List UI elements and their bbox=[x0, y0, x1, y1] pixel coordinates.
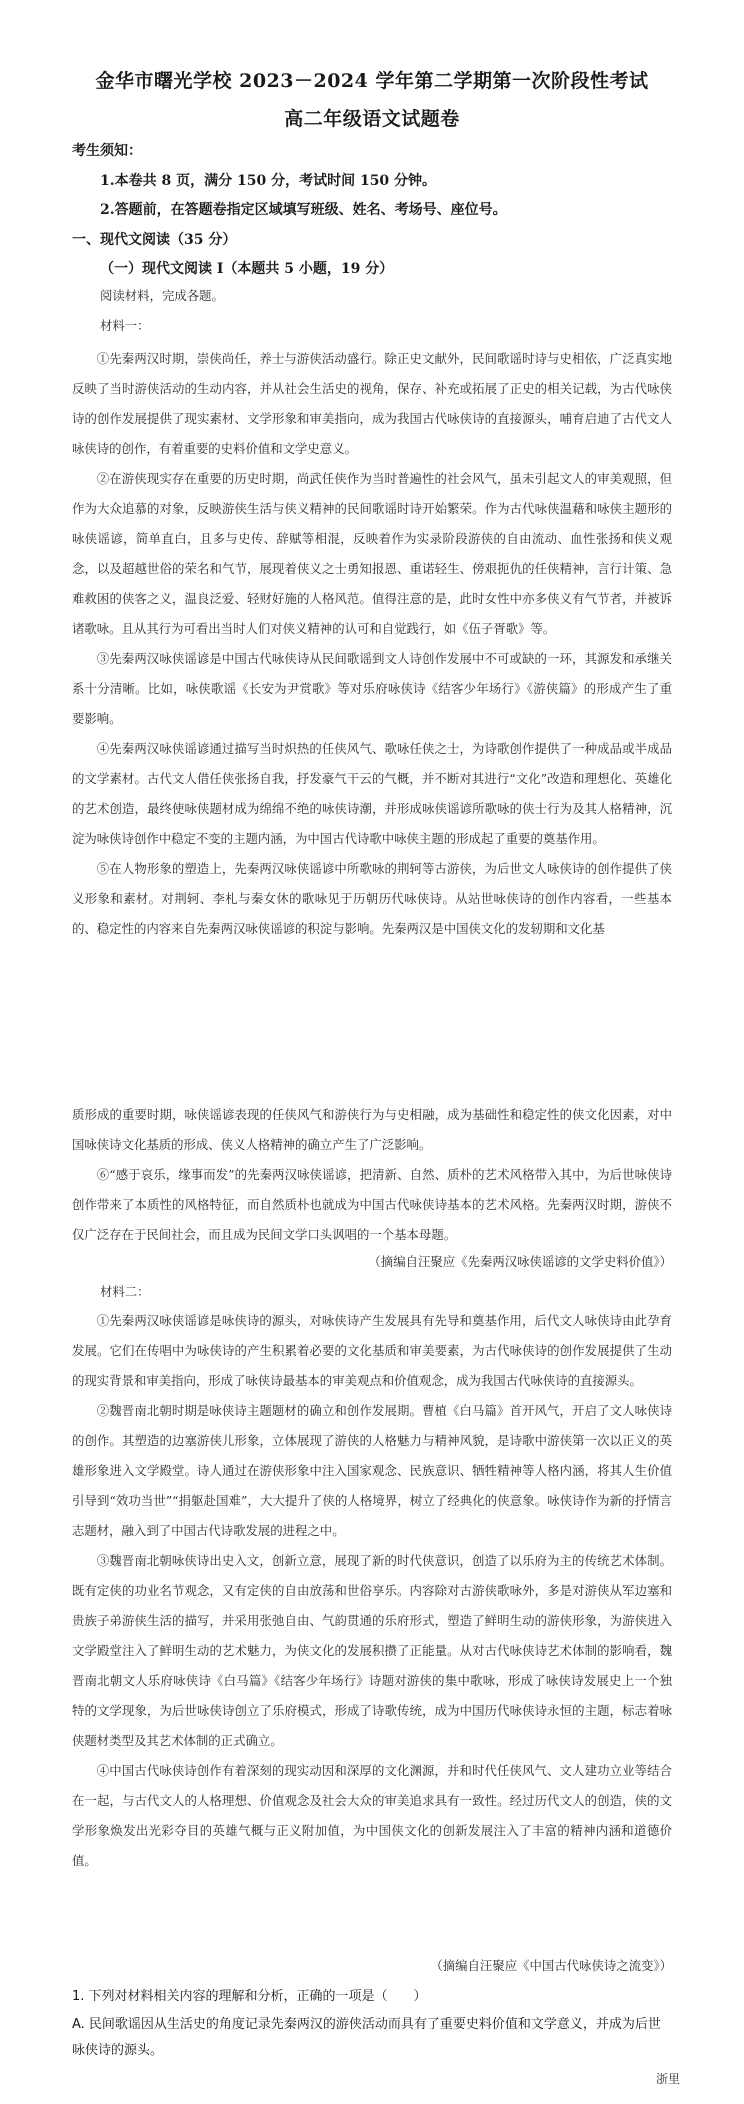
material1-top bbox=[72, 344, 672, 944]
question-stem: 1. 下列对材料相关内容的理解和分析，正确的一项是（ ） bbox=[72, 1989, 427, 2004]
paragraph: ①先秦两汉咏侠谣谚是咏侠诗的源头，对咏侠诗产生发展具有先导和奠基作用，后代文人咏侠诗由此孕育发展。它们在传唱中为咏侠诗的产生积累着必要的文化基质和审美要素，为古代咏侠诗的创作发展提供了生动的现实背景和审美指向，形成了咏侠诗最基本的审美观点和价值观念，成为我国古代咏侠诗的直接源头。 bbox=[72, 1313, 672, 1388]
paragraph: ④中国古代咏侠诗创作有着深刻的现实动因和深厚的文化渊源，并和时代任侠风气、文人建功立业等结合在一起，与古代文人的人格理想、价值观念及社会大众的审美追求具有一致性。经过历代文人的创造，侠的文学形象焕发出光彩夺目的英雄气概与正义附加值，为中国侠文化的创新发展注入了丰富的精神内涵和道德价值。 bbox=[72, 1763, 672, 1868]
material2-body bbox=[72, 1306, 672, 1876]
paragraph: 质形成的重要时期，咏侠谣谚表现的任侠风气和游侠行为与史相融，成为基础性和稳定性的侠文化因素，对中国咏侠诗文化基质的形成、侠义人格精神的确立产生了广泛影响。 bbox=[72, 1107, 672, 1152]
section-heading: 一、现代文阅读（35 分） bbox=[72, 232, 237, 248]
notes-heading: 考生须知： bbox=[72, 143, 142, 159]
exam-title: 金华市曙光学校 2023－2024 学年第二学期第一次阶段性考试 bbox=[95, 70, 649, 92]
page-footer: 浙里 bbox=[655, 2072, 680, 2086]
material1-bottom bbox=[72, 1100, 672, 1250]
exam-subtitle: 高二年级语文试题卷 bbox=[284, 108, 460, 130]
paragraph: ③先秦两汉咏侠谣谚是中国古代咏侠诗从民间歌谣到文人诗创作发展中不可或缺的一环，其源发和承继关系十分清晰。比如，咏侠歌谣《长安为尹赏歌》等对乐府咏侠诗《结客少年场行》《游侠篇》的形成产生了重要影响。 bbox=[72, 651, 672, 726]
note-item: 2.答题前，在答题卷指定区域填写班级、姓名、考场号、座位号。 bbox=[100, 202, 507, 218]
paragraph: ④先秦两汉咏侠谣谚通过描写当时炽热的任侠风气、歌咏任侠之士，为诗歌创作提供了一种成品或半成品的文学素材。古代文人借任侠张扬自我，抒发豪气干云的气概，并不断对其进行“文化”改造和理想化、英雄化的艺术创造，最终使咏侠题材成为绵绵不绝的咏侠诗潮，并形成咏侠谣谚所歌咏的侠士行为及其人格精神，沉淀为咏侠诗创作中稳定不变的主题内涵，为中国古代诗歌中咏侠主题的形成起了重要的奠基作用。 bbox=[72, 741, 672, 846]
subsection-heading: （一）现代文阅读 I（本题共 5 小题，19 分） bbox=[100, 261, 394, 277]
note-item: 1.本卷共 8 页，满分 150 分，考试时间 150 分钟。 bbox=[100, 173, 437, 189]
paragraph: ②在游侠现实存在重要的历史时期，尚武任侠作为当时普遍性的社会风气，虽未引起文人的审美观照，但作为大众追慕的对象，反映游侠生活与侠义精神的民间歌谣时诗开始繁荣。作为古代咏侠温藉和咏侠主题形的咏侠谣谚，简单直白，且多与史传、辞赋等相混，反映着作为实录阶段游侠的自由流动、血性张扬和侠义观念，以及超越世俗的荣名和气节，展现着侠义之士勇知报恩、重诺轻生、傍艰扼仇的任侠精神，言行计策、急难救困的侠客之义，温良泛爱、轻财好施的人格风范。值得注意的是，此时女性中亦多侠义有气节者，并被诉诸歌咏。且从其行为可看出当时人们对侠义精神的认可和自觉践行，如《伍子胥歌》等。 bbox=[72, 471, 672, 636]
material1-label: 材料一： bbox=[100, 318, 150, 333]
question-option-a: A. 民间歌谣因从生活史的角度记录先秦两汉的游侠活动而具有了重要史料价值和文学意义，并成为后世咏侠诗的源头。 bbox=[72, 2017, 661, 2058]
paragraph: ①先秦两汉时期，崇侠尚任，养士与游侠活动盛行。除正史文献外，民间歌谣时诗与史相依，广泛真实地反映了当时游侠活动的生动内容，并从社会生活史的视角，保存、补充或拓展了正史的相关记载，为古代咏侠诗的创作发展提供了现实素材、文学形象和审美指向，成为我国古代咏侠诗的直接源头，哺育启迪了古代文人咏侠诗的创作，有着重要的史料价值和文学史意义。 bbox=[72, 351, 672, 456]
paragraph: ⑥“感于哀乐，缘事而发”的先秦两汉咏侠谣谚，把清新、自然、质朴的艺术风格带入其中，为后世咏侠诗创作带来了本质性的风格特征，而自然质朴也就成为中国古代咏侠诗基本的艺术风格。先秦两汉时期，游侠不仅广泛存在于民间社会，而且成为民间文学口头讽唱的一个基本母题。 bbox=[72, 1167, 672, 1242]
material2-source: （摘编自汪聚应《中国古代咏侠诗之流变》） bbox=[430, 1958, 672, 1973]
instruction: 阅读材料，完成各题。 bbox=[100, 288, 224, 303]
material1-source: （摘编自汪聚应《先秦两汉咏侠谣谚的文学史料价值》） bbox=[368, 1254, 672, 1269]
paragraph: ②魏晋南北朝时期是咏侠诗主题题材的确立和创作发展期。曹植《白马篇》首开风气，开启了文人咏侠诗的创作。其塑造的边塞游侠儿形象，立体展现了游侠的人格魅力与精神风貌，是诗歌中游侠第一次以正义的英雄形象进入文学殿堂。诗人通过在游侠形象中注入国家观念、民族意识、牺牲精神等人格内涵，将其人生价值引导到“效功当世”“捐躯赴国难”，大大提升了侠的人格境界，树立了经典化的侠意象。咏侠诗作为新的抒情言志题材，融入到了中国古代诗歌发展的进程之中。 bbox=[72, 1403, 672, 1538]
material2-label: 材料二： bbox=[100, 1284, 150, 1299]
paragraph: ③魏晋南北朝咏侠诗出史入文，创新立意，展现了新的时代侠意识，创造了以乐府为主的传统艺术体制。既有定侠的功业名节观念，又有定侠的自由放荡和世俗享乐。内容除对古游侠歌咏外，多是对游侠从军边塞和贵族子弟游侠生活的描写，并采用张弛自由、气韵贯通的乐府形式，塑造了鲜明生动的游侠形象，为游侠进入文学殿堂注入了鲜明生动的艺术魅力，为侠文化的发展积攒了正能量。从对古代咏侠诗艺术体制的影响看，魏晋南北朝文人乐府咏侠诗《白马篇》《结客少年场行》诗题对游侠的集中歌咏，形成了咏侠诗发展史上一个独特的文学现象，为后世咏侠诗创立了乐府模式，形成了诗歌传统，成为中国历代咏侠诗永恒的主题，标志着咏侠题材类型及其艺术体制的正式确立。 bbox=[72, 1553, 672, 1748]
paragraph: ⑤在人物形象的塑造上，先秦两汉咏侠谣谚中所歌咏的荆轲等古游侠，为后世文人咏侠诗的创作提供了侠义形象和素材。对荆轲、李札与秦女休的歌咏见于历朝历代咏侠诗。从站世咏侠诗的创作内容看，一些基本的、稳定性的内容来自先秦两汉咏侠谣谚的积淀与影响。先秦两汉是中国侠文化的发轫期和文化基 bbox=[72, 861, 672, 936]
